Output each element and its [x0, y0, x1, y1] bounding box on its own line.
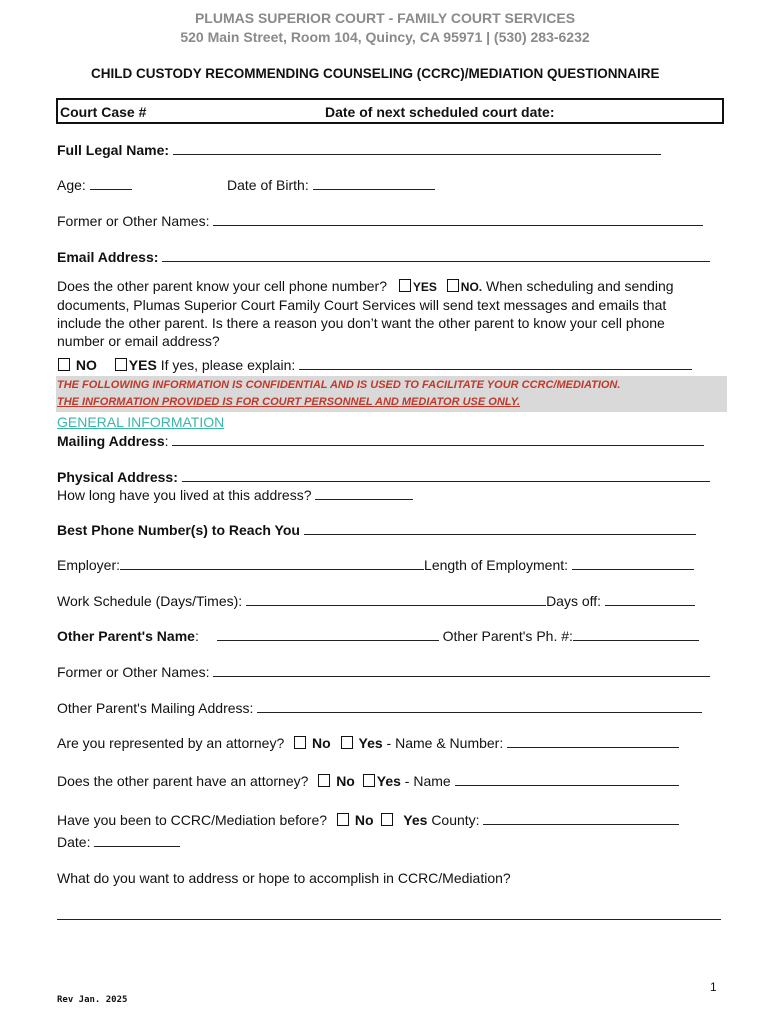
phone-question-line2: documents, Plumas Superior Court Family Court Services will send text messages and emails that	[57, 297, 667, 313]
attorney-yes-checkbox[interactable]	[341, 736, 353, 749]
employer-label: Employer:	[57, 557, 121, 573]
reason-no-checkbox[interactable]	[58, 358, 70, 371]
work-schedule-row[interactable]	[57, 593, 695, 609]
work-schedule-label: Work Schedule (Days/Times):	[57, 593, 243, 609]
length-employment-label: Length of Employment:	[424, 557, 569, 573]
phone-question-line3: include the other parent. Is there a reason you don’t want the other parent to know your cell phone	[57, 315, 665, 331]
other-attorney-question: Does the other parent have an attorney?	[57, 773, 309, 789]
other-attorney-row	[57, 773, 679, 789]
phone-question-line1	[57, 278, 674, 294]
full-name-field[interactable]	[173, 142, 661, 155]
dob-field[interactable]	[313, 177, 435, 190]
mailing-row[interactable]: Mailing Address:	[57, 433, 704, 449]
best-phone-field[interactable]	[304, 522, 696, 535]
ccrc-before-question: Have you been to CCRC/Mediation before?	[57, 812, 328, 828]
confidential-line1: THE FOLLOWING INFORMATION IS CONFIDENTIAL AND IS USED TO FACILITATE YOUR CCRC/MEDIATION.	[57, 379, 621, 391]
next-court-date-label[interactable]: Date of next scheduled court date:	[325, 104, 555, 120]
other-parent-name-field[interactable]	[217, 628, 439, 641]
court-address: 520 Main Street, Room 104, Quincy, CA 95971 | (530) 283-6232	[180, 29, 590, 45]
other-attorney-name-label: - Name	[404, 773, 451, 789]
age-field[interactable]	[90, 177, 132, 190]
other-parent-phone-field[interactable]	[573, 628, 699, 641]
length-employment-field[interactable]	[572, 557, 694, 570]
other-attorney-name-field[interactable]	[455, 773, 679, 786]
county-label: County:	[431, 812, 480, 828]
phone-no-checkbox[interactable]	[447, 279, 459, 292]
explain-field[interactable]	[299, 357, 692, 370]
court-case-label[interactable]: Court Case #	[60, 104, 147, 120]
other-attorney-no-label: No	[336, 773, 355, 789]
explain-label: If yes, please explain:	[160, 357, 296, 373]
attorney-no-checkbox[interactable]	[294, 736, 306, 749]
how-long-label: How long have you lived at this address?	[57, 487, 312, 503]
ccrc-date-label: Date:	[57, 834, 91, 850]
attorney-no-label: No	[312, 735, 331, 751]
best-phone-row[interactable]	[57, 522, 696, 538]
former-names-field[interactable]	[213, 213, 703, 226]
work-schedule-field[interactable]	[246, 593, 546, 606]
phone-no-label: NO.	[460, 280, 483, 294]
ccrc-before-row	[57, 812, 679, 828]
court-name: PLUMAS SUPERIOR COURT - FAMILY COURT SERVICES	[194, 10, 576, 26]
other-attorney-no-checkbox[interactable]	[318, 774, 330, 787]
other-former-names-label: Former or Other Names:	[57, 664, 210, 680]
other-mailing-row[interactable]	[57, 700, 702, 716]
attorney-row	[57, 735, 679, 751]
other-parent-name-row[interactable]: Other Parent's Name: Other Parent's Ph. #:	[57, 628, 699, 644]
dob-label: Date of Birth:	[227, 177, 309, 193]
physical-label: Physical Address:	[57, 469, 178, 485]
phone-question-line4: number or email address?	[57, 333, 220, 349]
ccrc-yes-label: Yes	[403, 812, 428, 828]
ccrc-date-row[interactable]	[57, 834, 180, 850]
how-long-field[interactable]	[315, 487, 413, 500]
reason-row	[58, 357, 692, 373]
age-label: Age:	[57, 177, 86, 193]
attorney-question: Are you represented by an attorney?	[57, 735, 285, 751]
page-number: 1	[710, 980, 717, 994]
attorney-yes-label: Yes	[358, 735, 383, 751]
other-former-names-field[interactable]	[213, 664, 710, 677]
reason-yes-checkbox[interactable]	[115, 358, 127, 371]
attorney-name-number-label: - Name & Number:	[386, 735, 504, 751]
other-attorney-yes-checkbox[interactable]	[363, 774, 375, 787]
phone-yes-checkbox[interactable]	[399, 279, 411, 292]
general-info-heading: GENERAL INFORMATION	[57, 414, 225, 430]
mailing-label: Mailing Address	[57, 433, 165, 449]
former-names-row[interactable]	[57, 213, 703, 229]
best-phone-label: Best Phone Number(s) to Reach You	[57, 522, 300, 538]
full-name-row[interactable]	[57, 142, 661, 158]
ccrc-no-label: No	[354, 812, 374, 828]
accomplish-field[interactable]	[57, 907, 721, 920]
email-label: Email Address:	[57, 249, 159, 265]
physical-row[interactable]	[57, 469, 710, 485]
attorney-name-number-field[interactable]	[507, 735, 679, 748]
ccrc-date-field[interactable]	[94, 834, 180, 847]
accomplish-question: What do you want to address or hope to accomplish in CCRC/Mediation?	[57, 870, 511, 886]
ccrc-no-checkbox[interactable]	[337, 813, 349, 826]
reason-yes-label: YES	[128, 357, 157, 373]
other-parent-name-label: Other Parent's Name	[57, 628, 195, 644]
phone-yes-label: YES	[412, 280, 437, 294]
form-title: CHILD CUSTODY RECOMMENDING COUNSELING (CCRC)/MEDIATION QUESTIONNAIRE	[91, 66, 660, 81]
mailing-field[interactable]	[172, 433, 704, 446]
employer-row[interactable]	[57, 557, 694, 573]
other-former-names-row[interactable]	[57, 664, 710, 680]
other-mailing-field[interactable]	[257, 700, 702, 713]
dob-row[interactable]	[227, 177, 435, 193]
other-attorney-yes-label: Yes	[376, 773, 401, 789]
days-off-label: Days off:	[546, 593, 602, 609]
county-field[interactable]	[483, 812, 679, 825]
how-long-row[interactable]	[57, 487, 413, 503]
phone-question-text: Does the other parent know your cell phone number?	[57, 278, 387, 294]
confidential-line2: THE INFORMATION PROVIDED IS FOR COURT PERSONNEL AND MEDIATOR USE ONLY.	[57, 396, 521, 408]
days-off-field[interactable]	[605, 593, 695, 606]
reason-no-label: NO	[75, 357, 97, 373]
employer-field[interactable]	[120, 557, 424, 570]
ccrc-yes-checkbox[interactable]	[381, 813, 393, 826]
age-row[interactable]	[57, 177, 132, 193]
other-mailing-label: Other Parent's Mailing Address:	[57, 700, 254, 716]
full-name-label: Full Legal Name:	[57, 142, 170, 158]
physical-field[interactable]	[182, 469, 710, 482]
former-names-label: Former or Other Names:	[57, 213, 210, 229]
other-parent-phone-label: Other Parent's Ph. #:	[442, 628, 573, 644]
email-field[interactable]	[162, 249, 710, 262]
phone-question-text-after: When scheduling and sending	[486, 278, 674, 294]
email-row[interactable]	[57, 249, 710, 265]
revision-label: Rev Jan. 2025	[57, 995, 128, 1005]
